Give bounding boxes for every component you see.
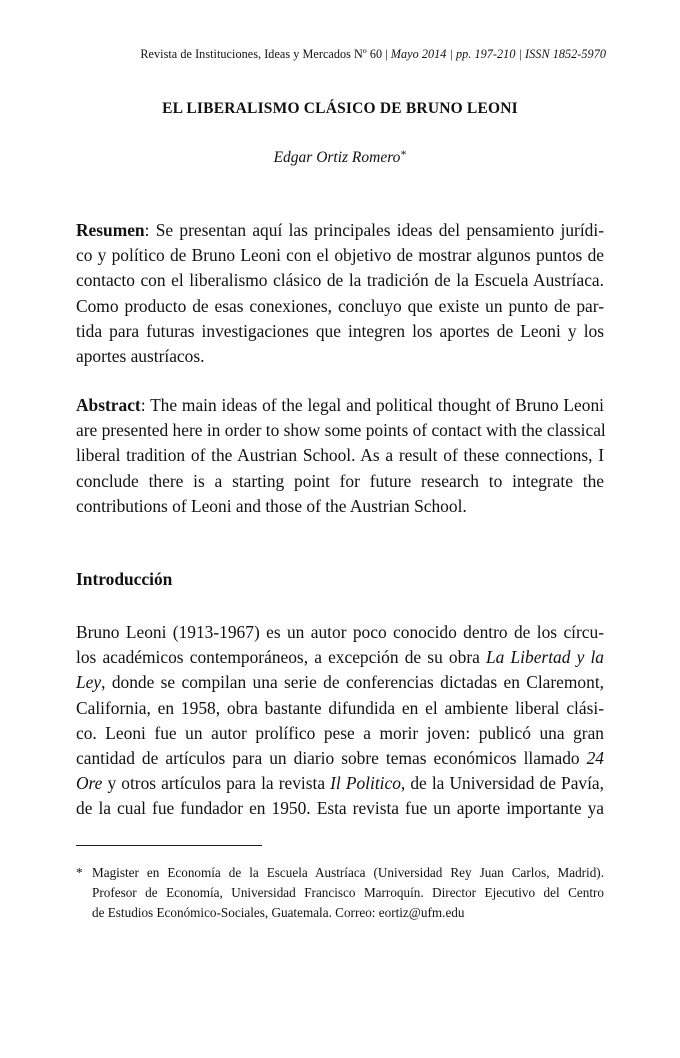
intro-line: California, en 1958, obra bastante difundida en el ambiente liberal clási- bbox=[76, 697, 604, 718]
abstract-label: Abstract bbox=[76, 395, 141, 415]
author-line bbox=[76, 147, 604, 167]
intro-line: cantidad de artículos para un diario sobre temas económicos llamado 24 bbox=[76, 747, 604, 768]
resumen-line: contacto con el liberalismo clásico de la tradición de la Escuela Austríaca. bbox=[76, 270, 604, 291]
footnote-line: Profesor de Economía, Universidad Francisco Marroquín. Director Ejecutivo del Centro bbox=[92, 884, 604, 900]
abstract-line: are presented here in order to show some points of contact with the classical bbox=[76, 420, 606, 441]
intro-line: Ore y otros artículos para la revista Il Politico, de la Universidad de Pavía, bbox=[76, 773, 605, 794]
intro-paragraph bbox=[76, 620, 604, 822]
abstract-line: Abstract: The main ideas of the legal and political thought of Bruno Leoni bbox=[76, 395, 604, 415]
abstract-paragraph bbox=[76, 393, 604, 519]
resumen-line: Resumen: Se presentan aquí las principales ideas del pensamiento jurídi- bbox=[76, 220, 604, 240]
abstract-line: contributions of Leoni and those of the Austrian School. bbox=[76, 495, 467, 516]
running-head bbox=[60, 47, 606, 62]
intro-line: Bruno Leoni (1913-1967) es un autor poco conocido dentro de los círcu- bbox=[76, 622, 604, 642]
footnote-mark: * bbox=[76, 865, 83, 880]
running-head-journal: Revista de Instituciones, Ideas y Mercados Nº 60 | bbox=[140, 47, 391, 61]
author-name: Edgar Ortiz Romero bbox=[273, 149, 401, 166]
intro-line: de la cual fue fundador en 1950. Esta revista fue un aporte importante ya bbox=[76, 798, 604, 819]
footnote-text bbox=[92, 863, 604, 922]
abstract-line: conclude there is a starting point for future research to integrate the bbox=[76, 470, 604, 491]
resumen-line: Como producto de esas conexiones, concluyo que existe un punto de par- bbox=[76, 295, 604, 316]
resumen-line: co y político de Bruno Leoni con el objetivo de mostrar algunos puntos de bbox=[76, 245, 604, 266]
section-heading: Introducción bbox=[76, 569, 173, 589]
intro-line: Ley, donde se compilan una serie de conferencias dictadas en Claremont, bbox=[76, 672, 604, 693]
intro-line: co. Leoni fue un autor prolífico pese a morir joven: publicó una gran bbox=[76, 722, 604, 743]
book-title: La Libertad y la bbox=[485, 647, 604, 668]
footnote-line: de Estudios Económico-Sociales, Guatemala. Correo: eortiz@ufm.edu bbox=[92, 904, 465, 920]
resumen-line: tida para futuras investigaciones que integren los aportes de Leoni y los bbox=[76, 320, 604, 341]
author-footnote-mark: * bbox=[400, 147, 407, 161]
resumen-paragraph bbox=[76, 218, 604, 369]
book-title: Ley bbox=[76, 672, 102, 693]
newspaper-title: Ore bbox=[76, 773, 103, 794]
footnote-line: Magister en Economía de la Escuela Austríaca (Universidad Rey Juan Carlos, Madrid). bbox=[92, 865, 604, 880]
resumen-label: Resumen bbox=[76, 220, 145, 240]
journal-title: Il Politico bbox=[330, 773, 401, 794]
intro-line: los académicos contemporáneos, a excepción de su obra La Libertad y la bbox=[76, 647, 604, 668]
abstract-line: liberal tradition of the Austrian School. As a result of these connections, I bbox=[76, 445, 604, 466]
running-head-issue: Mayo 2014 | pp. 197-210 | ISSN 1852-5970 bbox=[390, 47, 606, 61]
resumen-line: aportes austríacos. bbox=[76, 345, 205, 366]
newspaper-title: 24 bbox=[586, 747, 604, 768]
footnote-separator bbox=[76, 845, 262, 846]
article-title: EL LIBERALISMO CLÁSICO DE BRUNO LEONI bbox=[162, 100, 518, 117]
